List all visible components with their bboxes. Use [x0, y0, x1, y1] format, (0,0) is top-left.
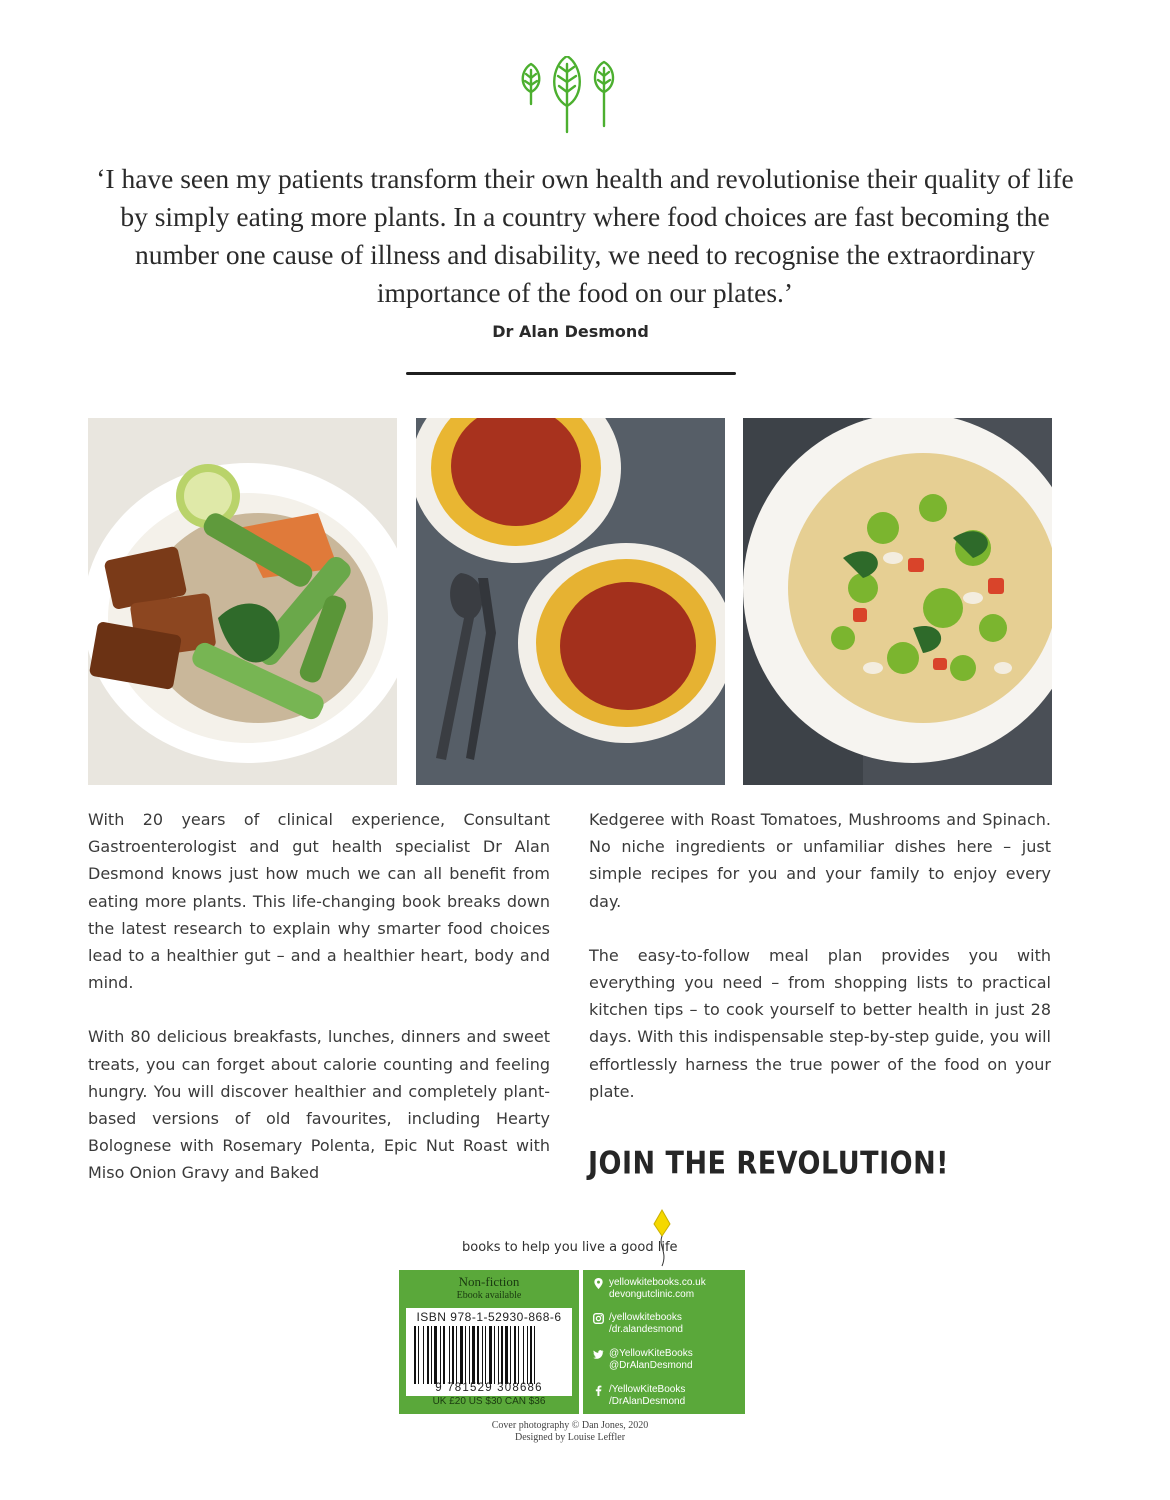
publisher-tagline: books to help you live a good life: [462, 1240, 678, 1255]
barcode-digits: 9 781529 308686: [435, 1382, 543, 1394]
kite-icon: [640, 1208, 680, 1268]
social-links-panel: [583, 1270, 745, 1414]
barcode-icon: [412, 1326, 566, 1384]
social-link[interactable]: /yellowkitebooks: [609, 1312, 682, 1323]
credits: [0, 1420, 1140, 1444]
social-row-instagram[interactable]: [593, 1312, 743, 1342]
body-paragraph: Kedgeree with Roast Tomatoes, Mushrooms and Spinach. No niche ingredients or unfamiliar dishes here – just simple recipes for you and your family to enjoy every day.: [589, 810, 1051, 911]
social-link[interactable]: /DrAlanDesmond: [609, 1396, 686, 1407]
social-link[interactable]: @DrAlanDesmond: [609, 1360, 693, 1371]
divider-line: [406, 372, 736, 375]
instagram-icon: [593, 1313, 604, 1324]
twitter-icon: [593, 1349, 604, 1360]
price-label: UK £20 US $30 CAN $36: [399, 1396, 579, 1407]
social-row-facebook[interactable]: [593, 1384, 743, 1414]
isbn-panel: [399, 1270, 579, 1414]
facebook-icon: [593, 1385, 604, 1396]
isbn-box: [406, 1308, 572, 1406]
ebook-label: Ebook available: [456, 1290, 522, 1301]
social-link[interactable]: yellowkitebooks.co.uk: [609, 1277, 706, 1288]
social-row-web[interactable]: [593, 1277, 743, 1307]
quote-text: ‘I have seen my patients transform their own health and revolutionise their quality of life by simply eating more plants. In a country where food choices are fast becoming the number one cause of illness and disability, we need to recognise the extraordinary importance of the food on our plates.’: [96, 163, 1074, 308]
location-pin-icon: [593, 1278, 604, 1289]
call-to-action-heading: JOIN THE REVOLUTION!: [588, 1146, 949, 1182]
food-photo-tofu-bowl: [88, 418, 397, 785]
social-link[interactable]: @YellowKiteBooks: [609, 1348, 693, 1359]
food-photo-polenta-plates: [416, 418, 725, 785]
quote-author: Dr Alan Desmond: [492, 322, 649, 341]
social-row-twitter[interactable]: [593, 1348, 743, 1378]
genre-label: Non-fiction: [458, 1274, 520, 1289]
body-column-right: [589, 806, 1051, 1132]
photography-credit: Cover photography © Dan Jones, 2020: [491, 1420, 649, 1431]
body-paragraph: The easy-to-follow meal plan provides you with everything you need – from shopping lists to practical kitchen tips – to cook yourself to better health in just 28 days. With this indispensable step-by-step guide, you will effortlessly harness the true power of the food on your plate.: [589, 945, 1051, 1101]
social-link[interactable]: /YellowKiteBooks: [609, 1384, 686, 1395]
food-photo-bean-soup: [743, 418, 1052, 785]
isbn-number: ISBN 978-1-52930-868-6: [416, 1310, 562, 1324]
body-column-left: [88, 806, 550, 1214]
tree-logo-icon: [513, 56, 623, 136]
design-credit: Designed by Louise Leffler: [514, 1432, 626, 1443]
social-link[interactable]: devongutclinic.com: [609, 1289, 695, 1300]
social-link[interactable]: /dr.alandesmond: [609, 1324, 683, 1335]
body-paragraph: With 80 delicious breakfasts, lunches, dinners and sweet treats, you can forget about calorie counting and feeling hungry. You will discover healthier and completely plant-based versions of old favourites, including Hearty Bolognese with Rosemary Polenta, Epic Nut Roast with Miso Onion Gravy and Baked: [88, 1027, 550, 1183]
body-paragraph: With 20 years of clinical experience, Consultant Gastroenterologist and gut health specialist Dr Alan Desmond knows just how much we can all benefit from eating more plants. This life-changing book breaks down the latest research to explain why smarter food choices lead to a healthier gut – and a healthier heart, body and mind.: [88, 810, 550, 993]
